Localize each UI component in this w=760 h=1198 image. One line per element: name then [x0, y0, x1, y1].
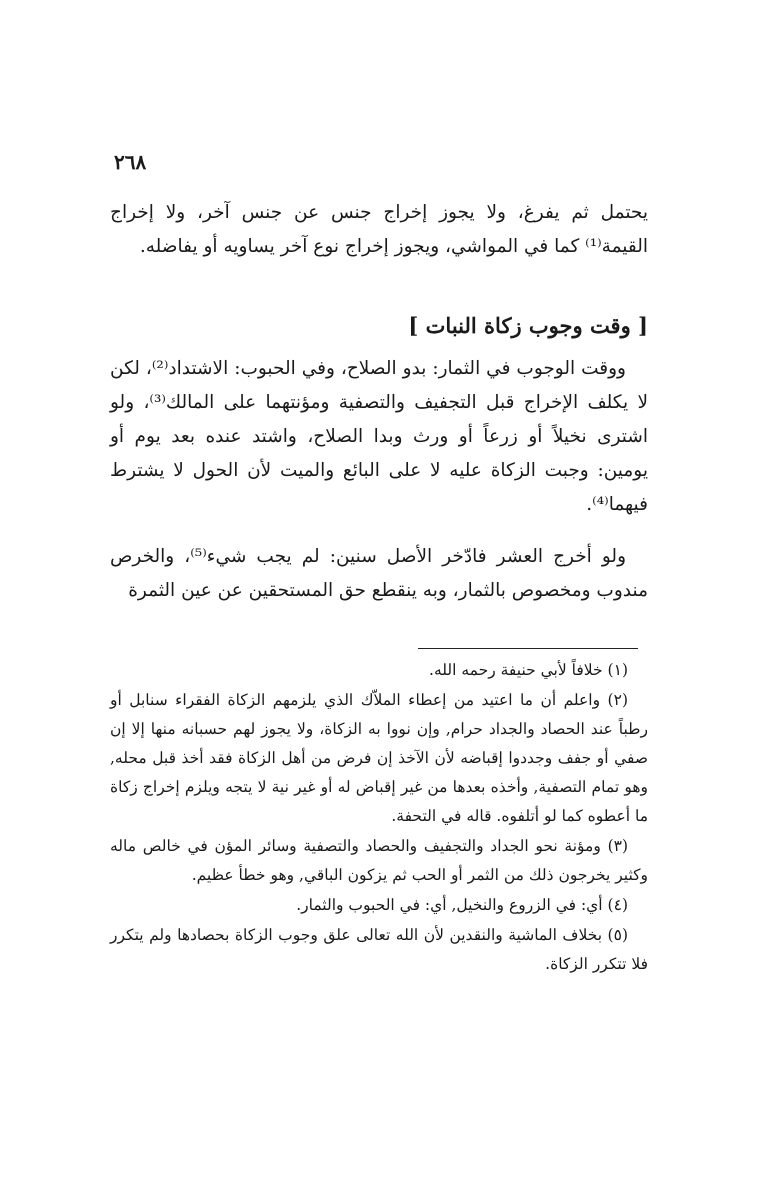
- page-number: ٢٦٨: [114, 150, 147, 174]
- intro-block: [110, 196, 648, 264]
- footnote-marker: (٢): [607, 691, 628, 709]
- footnote-text: أي: في الزروع والنخيل, أي: في الحبوب والثمار.: [296, 896, 603, 914]
- section-paragraph-2: ولو أخرج العشر فادّخر الأصل سنين: لم يجب شيء⁽⁵⁾، والخرص مندوب ومخصوص بالثمار، وبه ينقطع حق المستحقين عن عين الثمرة: [110, 546, 648, 601]
- footnote-separator: [418, 648, 638, 649]
- footnote-marker: (٣): [607, 837, 629, 855]
- section-block-1: [110, 352, 648, 522]
- footnote-text: واعلم أن ما اعتيد من إعطاء الملاّك الذي يلزمهم الزكاة الفقراء سنابل أو رطباً عند الحصاد والجداد حرام, وإن نووا به الزكاة، ولا يجوز لهم حسبانه منها إلا إن صفي أو جفف وجددوا إقباضه لأن الآخذ إن فرض من أهل الزكاة فقد أخذ قبل محله, وهو تمام التصفية, وأخذه بعدها من غير إقباض له أو غير نية لا يتجه ويلزم إخراج زكاة ما أعطوه كما لو أتلفوه. قاله في التحفة.: [110, 691, 648, 825]
- section-block-2: [110, 540, 648, 608]
- section-heading: [ وقت وجوب زكاة النبات ]: [408, 313, 648, 338]
- intro-paragraph: يحتمل ثم يفرغ، ولا يجوز إخراج جنس عن جنس آخر، ولا إخراج القيمة⁽¹⁾ كما في المواشي، ويجوز إخراج نوع آخر يساويه أو يفاضله.: [110, 202, 648, 257]
- section-paragraph-1: ووقت الوجوب في الثمار: بدو الصلاح، وفي الحبوب: الاشتداد⁽²⁾، لكن لا يكلف الإخراج قبل التجفيف والتصفية ومؤنتهما على المالك⁽³⁾، ولو اشترى نخيلاً أو زرعاً أو ورث وبدا الصلاح، واشتد عنده بعد يوم أو يومين: وجبت الزكاة عليه لا على البائع والميت لأن الحول لا يشترط فيهما⁽⁴⁾.: [110, 358, 648, 515]
- footnote-text: خلافاً لأبي حنيفة رحمه الله.: [429, 661, 603, 679]
- footnote-4: [110, 891, 648, 920]
- footnote-3: [110, 832, 648, 890]
- footnote-marker: (٥): [607, 926, 628, 944]
- footnotes: [110, 656, 648, 979]
- footnote-5: [110, 921, 648, 979]
- footnote-text: ومؤنة نحو الجداد والتجفيف والحصاد والتصفية وسائر المؤن في خالص ماله وكثير يخرجون ذلك من الثمر أو الحب ثم يزكون الباقي, وهو خطأ عظيم.: [110, 837, 648, 884]
- footnote-marker: (١): [607, 661, 628, 679]
- footnote-1: [110, 656, 648, 685]
- footnote-marker: (٤): [607, 896, 628, 914]
- footnote-2: [110, 686, 648, 831]
- footnote-text: بخلاف الماشية والنقدين لأن الله تعالى علق وجوب الزكاة بحصادها ولم يتكرر فلا تتكرر الزكاة.: [110, 926, 648, 973]
